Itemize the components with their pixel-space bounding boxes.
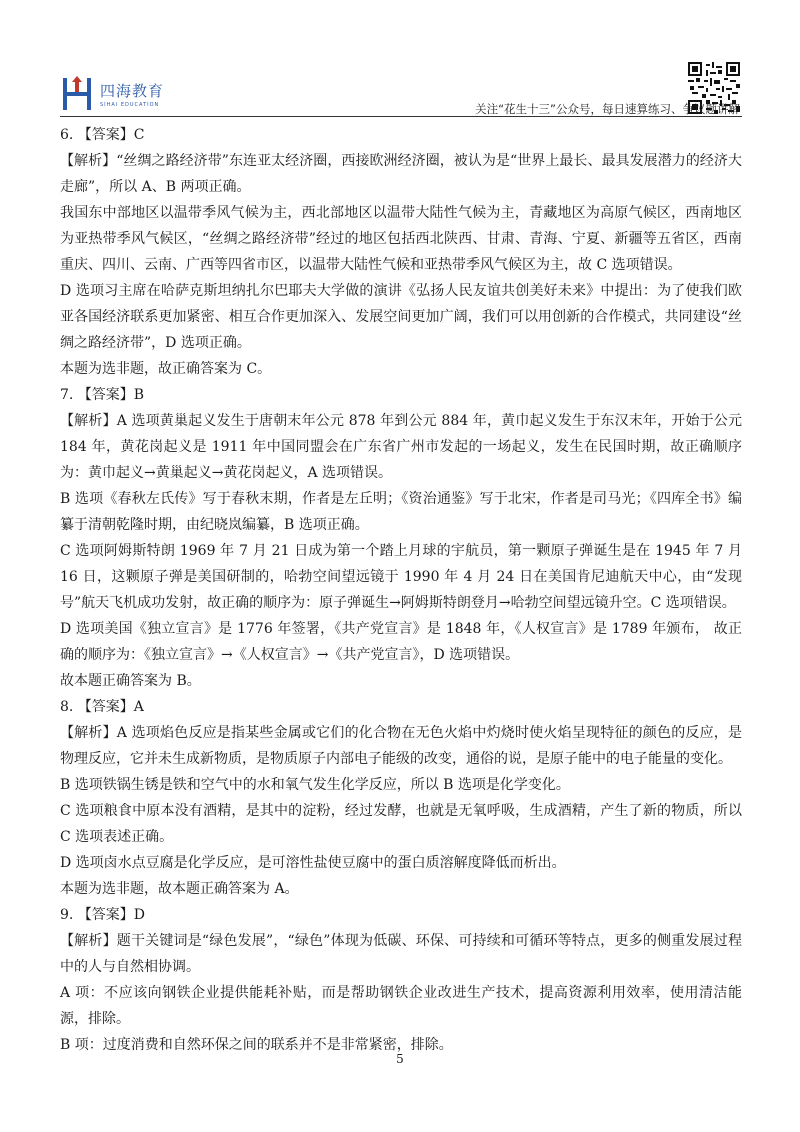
q7-option-a: 【解析】A 选项黄巢起义发生于唐朝末年公元 878 年到公元 884 年，黄巾起义发生于东汉末年，开始于公元 184 年，黄花岗起义是 1911 年中国同盟会在广东省广州市发起的一场起义，发生在民国时期，故正确顺序为：黄巾起义→黄巢起义→黄花岗起义，A 选项错误。 — [60, 413, 742, 481]
header-slogan: 关注“花生十三”公众号，每日速算练习、争议题讲解 — [475, 102, 740, 116]
logo — [60, 72, 180, 116]
page-number: 5 — [396, 1052, 404, 1066]
q9-answer: 9. 【答案】D — [60, 907, 146, 923]
q9-option-b: B 项：过度消费和自然环保之间的联系并不是非常紧密，排除。 — [60, 1037, 453, 1053]
q9-option-a: A 项：不应该向钢铁企业提供能耗补贴，而是帮助钢铁企业改进生产技术，提高资源利用效率，使用清洁能源，排除。 — [60, 985, 742, 1027]
q7-option-c: C 选项阿姆斯特朗 1969 年 7 月 21 日成为第一个踏上月球的宇航员，第一颗原子弹诞生是在 1945 年 7 月 16 日，这颗原子弹是美国研制的，哈勃空间望远镜于 1990 年 4 月 24 日在美国肯尼迪航天中心，由“发现号”航天飞机成功发射，故正确的顺序为：原子弹诞生→阿姆斯特朗登月→哈勃空间望远镜升空。C 选项错误。 — [60, 543, 742, 611]
q8-answer: 8. 【答案】A — [60, 699, 144, 715]
q6-conclusion: 本题为选非题，故正确答案为 C。 — [60, 361, 272, 377]
q9-explanation: 【解析】题干关键词是“绿色发展”，“绿色”体现为低碳、环保、可持续和可循环等特点，更多的侧重发展过程中的人与自然相协调。 — [60, 933, 742, 975]
logo-name: 四海教育 — [100, 82, 165, 100]
logo-mark-icon — [60, 74, 94, 114]
q6-explanation-climate: 我国东中部地区以温带季风气候为主，西北部地区以温带大陆性气候为主，青藏地区为高原气候区，西南地区为亚热带季风气候区，“丝绸之路经济带”经过的地区包括西北陕西、甘肃、青海、宁夏、新疆等五省区，西南重庆、四川、云南、广西等四省市区，以温带大陆性气候和亚热带季风气候区为主，故 C 选项错误。 — [60, 205, 742, 273]
answer-explanations — [60, 122, 742, 1058]
header-divider — [60, 116, 742, 117]
q7-answer: 7. 【答案】B — [60, 387, 145, 403]
q8-option-b: B 选项铁锅生锈是铁和空气中的水和氧气发生化学反应，所以 B 选项是化学变化。 — [60, 777, 570, 793]
q7-option-d: D 选项美国《独立宣言》是 1776 年签署，《共产党宣言》是 1848 年，《人权宣言》是 1789 年颁布， 故正确的顺序为：《独立宣言》→《人权宣言》→《共产党宣言》，D 选项错误。 — [60, 621, 742, 663]
q8-conclusion: 本题为选非题，故本题正确答案为 A。 — [60, 881, 299, 897]
q6-answer: 6. 【答案】C — [60, 127, 145, 143]
q6-option-d: D 选项习主席在哈萨克斯坦纳扎尔巴耶夫大学做的演讲《弘扬人民友谊共创美好未来》中提出：为了使我们欧亚各国经济联系更加紧密、相互合作更加深入、发展空间更加广阔，我们可以用创新的合作模式，共同建设“丝绸之路经济带”，D 选项正确。 — [60, 283, 742, 351]
q8-option-d: D 选项卤水点豆腐是化学反应，是可溶性盐使豆腐中的蛋白质溶解度降低而析出。 — [60, 855, 566, 871]
q6-explanation: 【解析】“丝绸之路经济带”东连亚太经济圈，西接欧洲经济圈，被认为是“世界上最长、最具发展潜力的经济大走廊”，所以 A、B 两项正确。 — [60, 153, 742, 195]
logo-subtitle: SIHAI EDUCATION — [100, 102, 160, 108]
page-header — [0, 0, 800, 122]
q8-option-a: 【解析】A 选项焰色反应是指某些金属或它们的化合物在无色火焰中灼烧时使火焰呈现特征的颜色的反应，是物理反应，它并未生成新物质，是物质原子内部电子能级的改变，通俗的说，是原子能中的电子能量的变化。 — [60, 725, 742, 767]
q8-option-c: C 选项粮食中原本没有酒精，是其中的淀粉，经过发酵，也就是无氧呼吸，生成酒精，产生了新的物质，所以 C 选项表述正确。 — [60, 803, 742, 845]
q7-option-b: B 选项《春秋左氏传》写于春秋末期，作者是左丘明；《资治通鉴》写于北宋，作者是司马光；《四库全书》编纂于清朝乾隆时期，由纪晓岚编纂，B 选项正确。 — [60, 491, 742, 533]
q7-conclusion: 故本题正确答案为 B。 — [60, 673, 201, 689]
